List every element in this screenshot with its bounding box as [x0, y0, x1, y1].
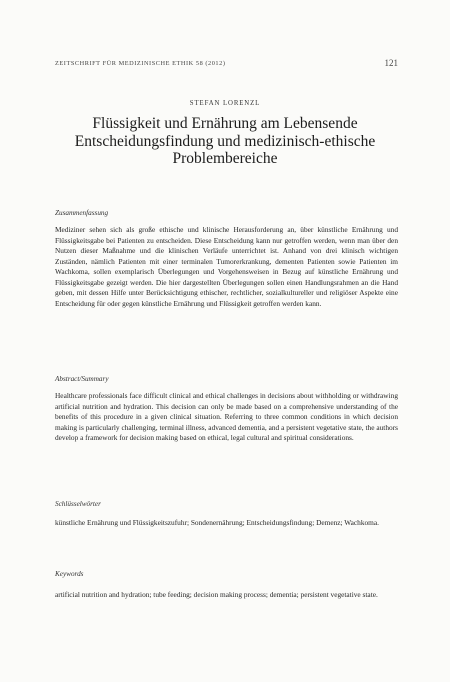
journal-citation: ZEITSCHRIFT FÜR MEDIZINISCHE ETHIK 58 (2012): [55, 60, 226, 67]
article-title: Flüssigkeit und Ernährung am Lebensende Entscheidungsfindung und medizinisch-ethische Problembereiche: [74, 115, 376, 167]
abstract-text: Healthcare professionals face difficult clinical and ethical challenges in decisions about withholding or withdrawing artificial nutrition and hydration. This decision can only be made based on a comprehensive understanding of the benefits of this procedure in a given clinical situation. Referring to three common conditions in which decision making is particularly challenging, terminal illness, advanced dementia, and a persistent vegetative state, the authors develop a framework for decision making based on ethical, legal cultural and spiritual considerations.: [55, 391, 398, 442]
zusammenfassung-text: Mediziner sehen sich als große ethische und klinische Herausforderung an, über künstliche Ernährung und Flüssigkeitsgabe bei Patienten zu entscheiden. Diese Entscheidung kann nur getroffen werden, wenn man über den Nutzen dieser Maßnahme und die klinischen Verläufe unterrichtet ist. Anhand von drei klinisch wichtigen Zuständen, nämlich Patienten mit einer terminalen Tumorerkrankung, dementen Patienten sowie Patienten im Wachkoma, sollen exemplarisch Überlegungen und Vorgehensweisen in Bezug auf künstliche Ernährung und Flüssigkeitsgabe gezeigt werden. Die hier dargestellten Überlegungen sollen einen Handlungsrahmen an die Hand geben, mit dessen Hilfe unter Berücksichtigung ethischer, rechtlicher, sozialkultureller und religiöser Aspekte eine Entscheidung für oder gegen künstliche Ernährung und Flüssigkeit getroffen werden kann.: [55, 225, 398, 308]
running-header: [55, 60, 398, 72]
zusammenfassung-heading: Zusammenfassung: [55, 209, 109, 217]
page-number: 121: [384, 58, 398, 68]
keywords-heading: Keywords: [55, 570, 84, 578]
author-name: STEFAN LORENZL: [189, 100, 261, 107]
abstract-heading: Abstract/Summary: [55, 375, 109, 383]
schluesselwoerter-text: künstliche Ernährung und Flüssigkeitszufuhr; Sondenernährung; Entscheidungsfindung; Demenz; Wachkoma.: [55, 518, 379, 527]
schluesselwoerter-heading: Schlüsselwörter: [55, 500, 101, 508]
keywords-text: artificial nutrition and hydration; tube feeding; decision making process; dementia; persistent vegetative state.: [55, 590, 378, 599]
